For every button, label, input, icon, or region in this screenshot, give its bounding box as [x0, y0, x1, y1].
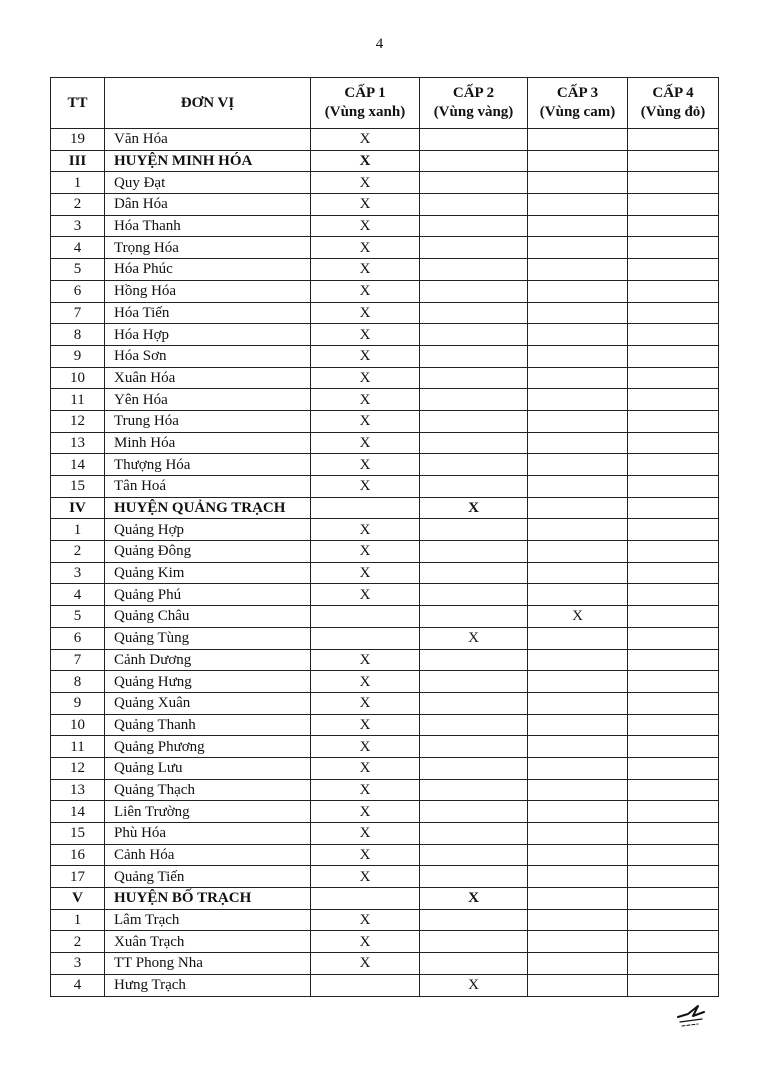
row-number: 14 — [51, 801, 105, 823]
level-3-mark — [528, 888, 628, 910]
level-2-mark — [420, 324, 528, 346]
row-number: 3 — [51, 562, 105, 584]
table-row — [51, 714, 719, 736]
level-4-mark — [628, 302, 719, 324]
level-2-mark — [420, 757, 528, 779]
level-1-mark — [311, 606, 420, 628]
level-3-mark — [528, 931, 628, 953]
level-2-mark — [420, 150, 528, 172]
level-1-mark: X — [311, 324, 420, 346]
row-number: 17 — [51, 866, 105, 888]
level-3-mark — [528, 779, 628, 801]
unit-name: Quảng Thạch — [105, 779, 311, 801]
level-2-mark: X — [420, 888, 528, 910]
level-2-mark — [420, 541, 528, 563]
unit-name: Hóa Sơn — [105, 345, 311, 367]
level-1-mark: X — [311, 736, 420, 758]
level-1-mark: X — [311, 454, 420, 476]
row-number: 3 — [51, 953, 105, 975]
row-number: 14 — [51, 454, 105, 476]
level-2-mark — [420, 823, 528, 845]
level-2-mark — [420, 714, 528, 736]
level-4-mark — [628, 454, 719, 476]
unit-name: Lâm Trạch — [105, 909, 311, 931]
unit-name: TT Phong Nha — [105, 953, 311, 975]
row-number: 8 — [51, 671, 105, 693]
level-1-mark: X — [311, 866, 420, 888]
unit-name: Quảng Châu — [105, 606, 311, 628]
unit-name: Cảnh Dương — [105, 649, 311, 671]
unit-name: Phù Hóa — [105, 823, 311, 845]
row-number: 13 — [51, 432, 105, 454]
section-row — [51, 150, 719, 172]
unit-name: Quảng Tiến — [105, 866, 311, 888]
row-number: 15 — [51, 476, 105, 498]
level-2-mark — [420, 172, 528, 194]
header-tt: TT — [51, 78, 105, 129]
table-row — [51, 259, 719, 281]
table-row — [51, 627, 719, 649]
level-1-mark — [311, 627, 420, 649]
row-number: 6 — [51, 627, 105, 649]
level-1-mark: X — [311, 541, 420, 563]
level-3-mark — [528, 194, 628, 216]
level-3-mark — [528, 757, 628, 779]
level-3-mark — [528, 541, 628, 563]
level-3-mark — [528, 476, 628, 498]
header-level-1 — [311, 78, 420, 129]
table-row — [51, 844, 719, 866]
level-3-mark — [528, 345, 628, 367]
unit-name: Quy Đạt — [105, 172, 311, 194]
row-number: 3 — [51, 215, 105, 237]
level-4-mark — [628, 129, 719, 151]
level-2-mark — [420, 909, 528, 931]
level-1-mark: X — [311, 519, 420, 541]
row-number: 1 — [51, 172, 105, 194]
level-1-mark — [311, 888, 420, 910]
level-4-mark — [628, 801, 719, 823]
table-row — [51, 649, 719, 671]
table-row — [51, 280, 719, 302]
level-1-mark: X — [311, 172, 420, 194]
level-1-mark: X — [311, 194, 420, 216]
table-row — [51, 541, 719, 563]
unit-name: Xuân Hóa — [105, 367, 311, 389]
level-2-mark: X — [420, 974, 528, 996]
unit-name: Hóa Hợp — [105, 324, 311, 346]
level-4-mark — [628, 909, 719, 931]
table-row — [51, 172, 719, 194]
level-1-mark — [311, 497, 420, 519]
level-1-mark: X — [311, 671, 420, 693]
level-2-mark — [420, 259, 528, 281]
level-1-mark: X — [311, 345, 420, 367]
level-3-mark — [528, 584, 628, 606]
table-row — [51, 389, 719, 411]
level-4-mark — [628, 736, 719, 758]
level-2-mark — [420, 302, 528, 324]
unit-name: Quảng Phú — [105, 584, 311, 606]
level-4-mark — [628, 194, 719, 216]
level-3-mark: X — [528, 606, 628, 628]
level-1-mark: X — [311, 129, 420, 151]
row-number: 7 — [51, 302, 105, 324]
level-2-mark — [420, 389, 528, 411]
level-4-mark — [628, 692, 719, 714]
row-number: 4 — [51, 237, 105, 259]
table-row — [51, 671, 719, 693]
level-4-mark — [628, 519, 719, 541]
level-2-mark — [420, 844, 528, 866]
row-number: 13 — [51, 779, 105, 801]
level-4-mark — [628, 237, 719, 259]
level-1-mark: X — [311, 367, 420, 389]
table-row — [51, 692, 719, 714]
level-1-mark — [311, 974, 420, 996]
header-unit: ĐƠN VỊ — [105, 78, 311, 129]
level-3-mark — [528, 823, 628, 845]
unit-name: Dân Hóa — [105, 194, 311, 216]
level-2-mark — [420, 237, 528, 259]
unit-name: Quảng Hợp — [105, 519, 311, 541]
level-3-mark — [528, 259, 628, 281]
initials-signature — [676, 1004, 706, 1028]
table-row — [51, 367, 719, 389]
level-4-mark — [628, 866, 719, 888]
table-body — [51, 129, 719, 997]
level-4-mark — [628, 259, 719, 281]
level-2-mark — [420, 454, 528, 476]
level-1-mark: X — [311, 150, 420, 172]
level-1-mark: X — [311, 714, 420, 736]
level-2-mark — [420, 584, 528, 606]
level-1-mark: X — [311, 779, 420, 801]
level-4-mark — [628, 671, 719, 693]
table-row — [51, 324, 719, 346]
level-2-mark: X — [420, 497, 528, 519]
level-3-mark — [528, 215, 628, 237]
level-4-mark — [628, 627, 719, 649]
level-3-mark — [528, 671, 628, 693]
row-number: 16 — [51, 844, 105, 866]
row-number: 15 — [51, 823, 105, 845]
level-3-mark — [528, 237, 628, 259]
unit-name: Quảng Tùng — [105, 627, 311, 649]
unit-name: Hóa Tiến — [105, 302, 311, 324]
row-number: 6 — [51, 280, 105, 302]
level-3-mark — [528, 714, 628, 736]
level-3-mark — [528, 953, 628, 975]
level-1-mark: X — [311, 432, 420, 454]
unit-name: Minh Hóa — [105, 432, 311, 454]
level-3-mark — [528, 801, 628, 823]
header-level-1-zone: (Vùng xanh) — [324, 104, 406, 120]
header-level-3-title: CẤP 3 — [556, 85, 599, 101]
level-4-mark — [628, 844, 719, 866]
level-4-mark — [628, 823, 719, 845]
level-2-mark — [420, 779, 528, 801]
table-row — [51, 866, 719, 888]
table-row — [51, 736, 719, 758]
table-row — [51, 194, 719, 216]
zone-level-table — [50, 77, 719, 997]
unit-name: Liên Trường — [105, 801, 311, 823]
level-1-mark: X — [311, 909, 420, 931]
level-2-mark — [420, 519, 528, 541]
row-number: 5 — [51, 606, 105, 628]
level-4-mark — [628, 172, 719, 194]
level-3-mark — [528, 866, 628, 888]
table-row — [51, 410, 719, 432]
unit-name: HUYỆN BỐ TRẠCH — [105, 888, 311, 910]
level-2-mark — [420, 736, 528, 758]
row-number: 5 — [51, 259, 105, 281]
row-number: IV — [51, 497, 105, 519]
row-number: 11 — [51, 389, 105, 411]
row-number: 12 — [51, 410, 105, 432]
level-3-mark — [528, 367, 628, 389]
table-row — [51, 953, 719, 975]
level-3-mark — [528, 410, 628, 432]
page-number: 4 — [375, 36, 384, 52]
level-3-mark — [528, 324, 628, 346]
table-row — [51, 432, 719, 454]
unit-name: Yên Hóa — [105, 389, 311, 411]
level-2-mark: X — [420, 627, 528, 649]
level-3-mark — [528, 649, 628, 671]
unit-name: Văn Hóa — [105, 129, 311, 151]
row-number: 9 — [51, 345, 105, 367]
level-4-mark — [628, 584, 719, 606]
unit-name: Quảng Kim — [105, 562, 311, 584]
level-4-mark — [628, 410, 719, 432]
table-row — [51, 215, 719, 237]
level-1-mark: X — [311, 953, 420, 975]
table-row — [51, 476, 719, 498]
row-number: 7 — [51, 649, 105, 671]
unit-name: Quảng Thanh — [105, 714, 311, 736]
header-level-1-title: CẤP 1 — [344, 85, 386, 101]
level-4-mark — [628, 476, 719, 498]
row-number: 19 — [51, 129, 105, 151]
row-number: 12 — [51, 757, 105, 779]
row-number: 11 — [51, 736, 105, 758]
table-header-row — [51, 78, 719, 129]
row-number: 2 — [51, 931, 105, 953]
header-level-2-zone: (Vùng vàng) — [433, 104, 514, 120]
unit-name: Quảng Xuân — [105, 692, 311, 714]
level-2-mark — [420, 280, 528, 302]
level-2-mark — [420, 129, 528, 151]
level-1-mark: X — [311, 280, 420, 302]
unit-name: HUYỆN MINH HÓA — [105, 150, 311, 172]
level-3-mark — [528, 627, 628, 649]
level-4-mark — [628, 280, 719, 302]
level-1-mark: X — [311, 476, 420, 498]
level-3-mark — [528, 280, 628, 302]
level-4-mark — [628, 150, 719, 172]
header-level-4-zone: (Vùng đỏ) — [640, 104, 706, 120]
level-1-mark: X — [311, 931, 420, 953]
level-2-mark — [420, 649, 528, 671]
level-3-mark — [528, 562, 628, 584]
level-1-mark: X — [311, 562, 420, 584]
level-2-mark — [420, 801, 528, 823]
unit-name: Trung Hóa — [105, 410, 311, 432]
level-2-mark — [420, 692, 528, 714]
table-row — [51, 519, 719, 541]
row-number: 1 — [51, 909, 105, 931]
level-3-mark — [528, 692, 628, 714]
unit-name: HUYỆN QUẢNG TRẠCH — [105, 497, 311, 519]
table-row — [51, 974, 719, 996]
table-row — [51, 237, 719, 259]
level-1-mark: X — [311, 237, 420, 259]
level-1-mark: X — [311, 584, 420, 606]
header-level-3-zone: (Vùng cam) — [539, 104, 616, 120]
table-row — [51, 562, 719, 584]
level-1-mark: X — [311, 389, 420, 411]
row-number: 8 — [51, 324, 105, 346]
unit-name: Thượng Hóa — [105, 454, 311, 476]
level-3-mark — [528, 432, 628, 454]
unit-name: Quảng Đông — [105, 541, 311, 563]
table-row — [51, 584, 719, 606]
level-2-mark — [420, 345, 528, 367]
level-2-mark — [420, 931, 528, 953]
level-4-mark — [628, 389, 719, 411]
level-4-mark — [628, 757, 719, 779]
unit-name: Cảnh Hóa — [105, 844, 311, 866]
level-2-mark — [420, 432, 528, 454]
level-1-mark: X — [311, 215, 420, 237]
table-row — [51, 757, 719, 779]
section-row — [51, 497, 719, 519]
header-level-2 — [420, 78, 528, 129]
level-4-mark — [628, 562, 719, 584]
unit-name: Hồng Hóa — [105, 280, 311, 302]
unit-name: Quảng Lưu — [105, 757, 311, 779]
unit-name: Quảng Phương — [105, 736, 311, 758]
level-3-mark — [528, 519, 628, 541]
level-4-mark — [628, 324, 719, 346]
row-number: V — [51, 888, 105, 910]
table-row — [51, 606, 719, 628]
table-row — [51, 931, 719, 953]
level-3-mark — [528, 454, 628, 476]
row-number: 10 — [51, 367, 105, 389]
row-number: 1 — [51, 519, 105, 541]
level-2-mark — [420, 476, 528, 498]
row-number: 4 — [51, 584, 105, 606]
level-4-mark — [628, 649, 719, 671]
table-row — [51, 345, 719, 367]
table-row — [51, 129, 719, 151]
level-4-mark — [628, 432, 719, 454]
unit-name: Hóa Phúc — [105, 259, 311, 281]
unit-name: Quảng Hưng — [105, 671, 311, 693]
level-3-mark — [528, 150, 628, 172]
level-1-mark: X — [311, 801, 420, 823]
level-4-mark — [628, 953, 719, 975]
level-2-mark — [420, 953, 528, 975]
level-4-mark — [628, 714, 719, 736]
unit-name: Hưng Trạch — [105, 974, 311, 996]
header-level-2-title: CẤP 2 — [452, 85, 495, 101]
level-4-mark — [628, 974, 719, 996]
level-1-mark: X — [311, 410, 420, 432]
level-4-mark — [628, 497, 719, 519]
row-number: 10 — [51, 714, 105, 736]
level-3-mark — [528, 844, 628, 866]
level-1-mark: X — [311, 692, 420, 714]
level-2-mark — [420, 367, 528, 389]
level-4-mark — [628, 606, 719, 628]
level-3-mark — [528, 497, 628, 519]
level-4-mark — [628, 931, 719, 953]
level-3-mark — [528, 974, 628, 996]
table-row — [51, 454, 719, 476]
table-row — [51, 779, 719, 801]
unit-name: Xuân Trạch — [105, 931, 311, 953]
header-level-3 — [528, 78, 628, 129]
level-2-mark — [420, 866, 528, 888]
row-number: III — [51, 150, 105, 172]
level-3-mark — [528, 909, 628, 931]
level-4-mark — [628, 215, 719, 237]
level-1-mark: X — [311, 844, 420, 866]
level-2-mark — [420, 562, 528, 584]
section-row — [51, 888, 719, 910]
level-3-mark — [528, 389, 628, 411]
table-row — [51, 801, 719, 823]
unit-name: Hóa Thanh — [105, 215, 311, 237]
level-2-mark — [420, 671, 528, 693]
level-4-mark — [628, 345, 719, 367]
level-1-mark: X — [311, 823, 420, 845]
level-2-mark — [420, 410, 528, 432]
header-level-4 — [628, 78, 719, 129]
level-2-mark — [420, 606, 528, 628]
header-level-4-title: CẤP 4 — [652, 85, 694, 101]
level-3-mark — [528, 736, 628, 758]
level-2-mark — [420, 194, 528, 216]
level-4-mark — [628, 541, 719, 563]
table-row — [51, 909, 719, 931]
table-row — [51, 823, 719, 845]
level-3-mark — [528, 129, 628, 151]
level-1-mark: X — [311, 757, 420, 779]
level-1-mark: X — [311, 302, 420, 324]
level-4-mark — [628, 888, 719, 910]
level-3-mark — [528, 302, 628, 324]
level-1-mark: X — [311, 259, 420, 281]
row-number: 4 — [51, 974, 105, 996]
row-number: 2 — [51, 194, 105, 216]
level-3-mark — [528, 172, 628, 194]
row-number: 9 — [51, 692, 105, 714]
unit-name: Tân Hoá — [105, 476, 311, 498]
row-number: 2 — [51, 541, 105, 563]
level-2-mark — [420, 215, 528, 237]
unit-name: Trọng Hóa — [105, 237, 311, 259]
level-4-mark — [628, 779, 719, 801]
level-4-mark — [628, 367, 719, 389]
table-row — [51, 302, 719, 324]
level-1-mark: X — [311, 649, 420, 671]
